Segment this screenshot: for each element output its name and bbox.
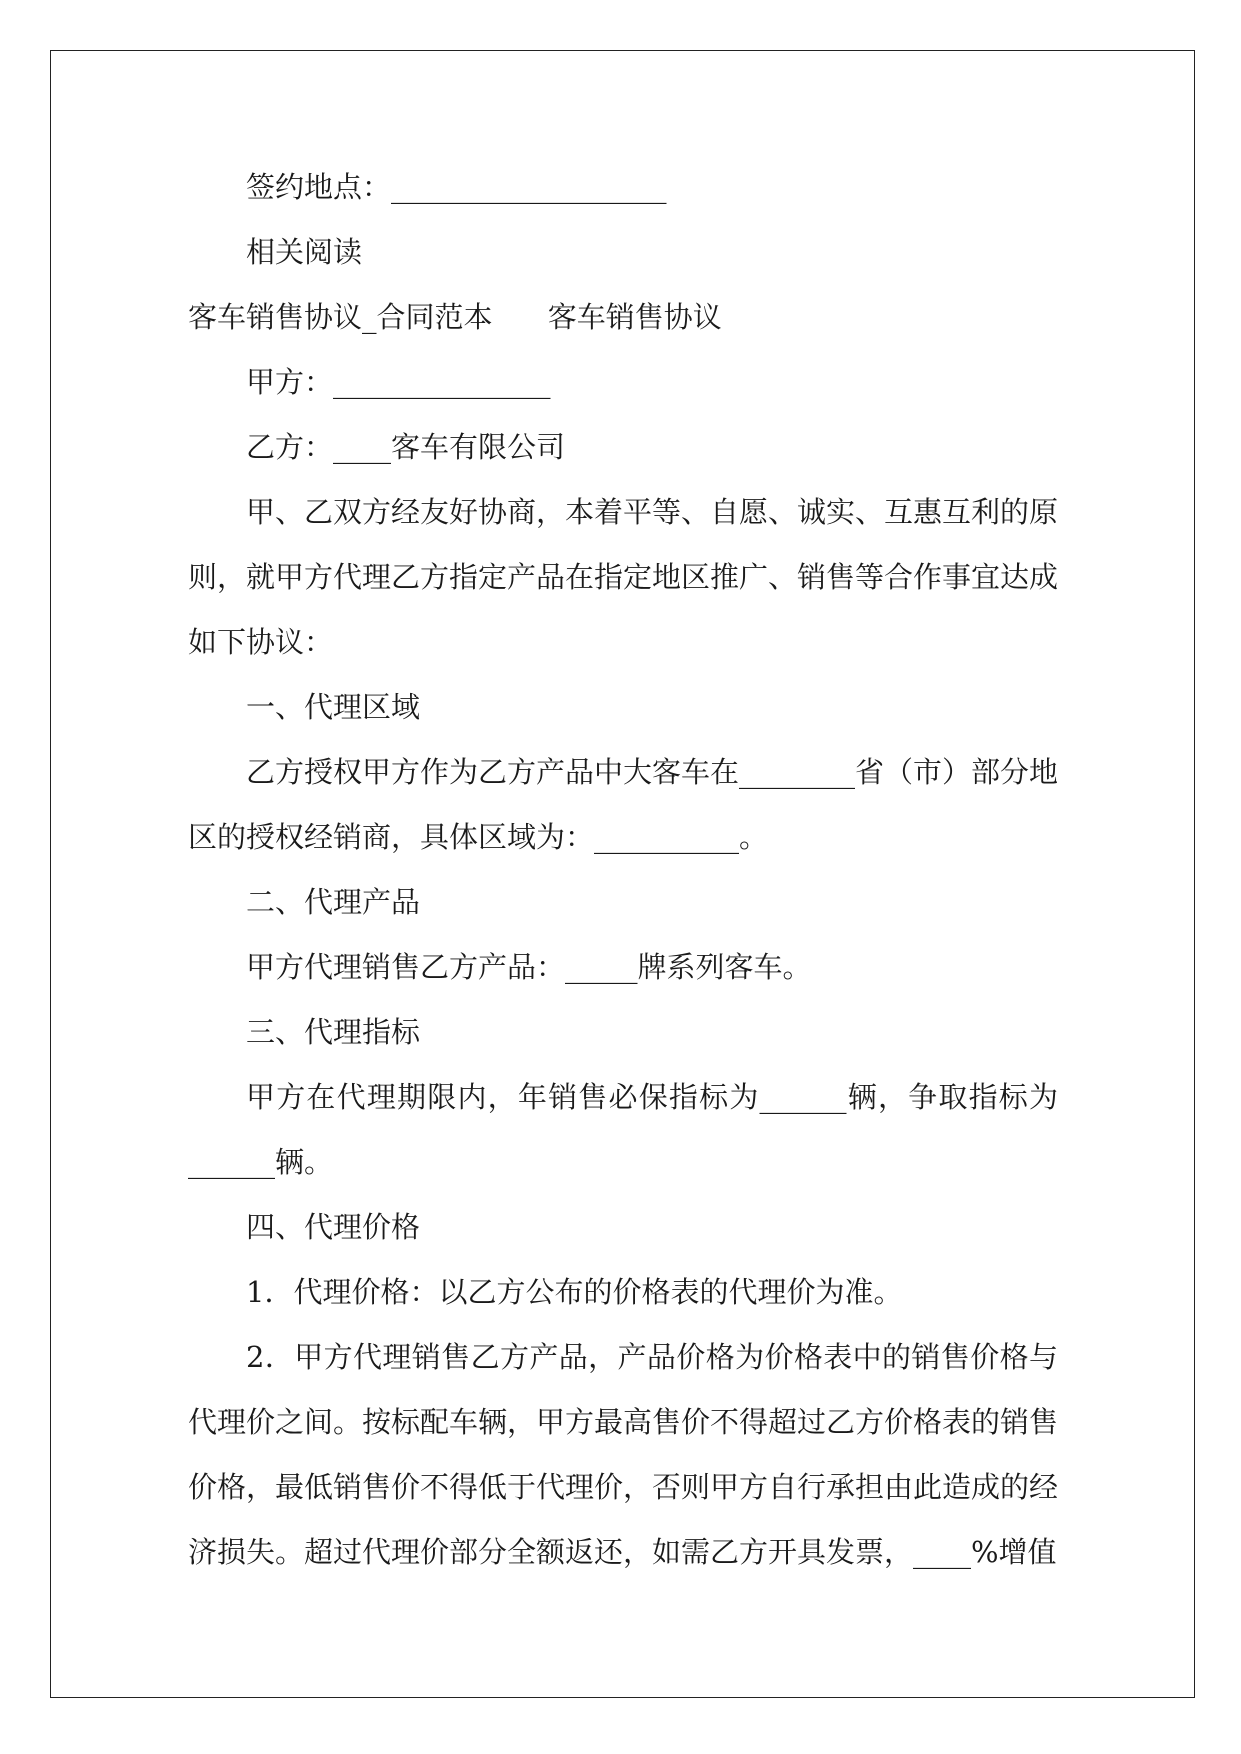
section-3-body: 甲方在代理期限内，年销售必保指标为______辆，争取指标为______辆。 — [188, 1080, 1058, 1179]
related-reading-heading: 相关阅读 — [246, 235, 363, 269]
preamble-paragraph: 甲、乙双方经友好协商，本着平等、自愿、诚实、互惠互利的原则，就甲方代理乙方指定产品在指定地区推广、销售等合作事宜达成如下协议： — [188, 495, 1059, 659]
document-body — [188, 155, 1058, 1585]
section-3-heading: 三、代理指标 — [246, 1015, 421, 1049]
related-titles-line: 客车销售协议_合同范本 客车销售协议 — [188, 300, 722, 334]
section-1-body: 乙方授权甲方作为乙方产品中大客车在________省（市）部分地区的授权经销商，具体区域为：__________。 — [188, 755, 1059, 854]
section-2-body: 甲方代理销售乙方产品：_____牌系列客车。 — [246, 950, 812, 984]
section-4-item-1: 1．代理价格：以乙方公布的价格表的代理价为准。 — [246, 1275, 903, 1309]
section-2-heading: 二、代理产品 — [246, 885, 421, 919]
section-4-item-2: 2．甲方代理销售乙方产品，产品价格为价格表中的销售价格与代理价之间。按标配车辆，甲方最高售价不得超过乙方价格表的销售价格，最低销售价不得低于代理价，否则甲方自行承担由此造成的经济损失。超过代理价部分全额返还，如需乙方开具发票，____%增值 — [188, 1340, 1059, 1569]
party-a-line: 甲方：_______________ — [246, 365, 551, 399]
section-1-heading: 一、代理区域 — [246, 690, 421, 724]
signing-location-line: 签约地点：___________________ — [246, 170, 667, 204]
party-b-line: 乙方：____客车有限公司 — [246, 430, 566, 464]
section-4-heading: 四、代理价格 — [246, 1210, 421, 1244]
